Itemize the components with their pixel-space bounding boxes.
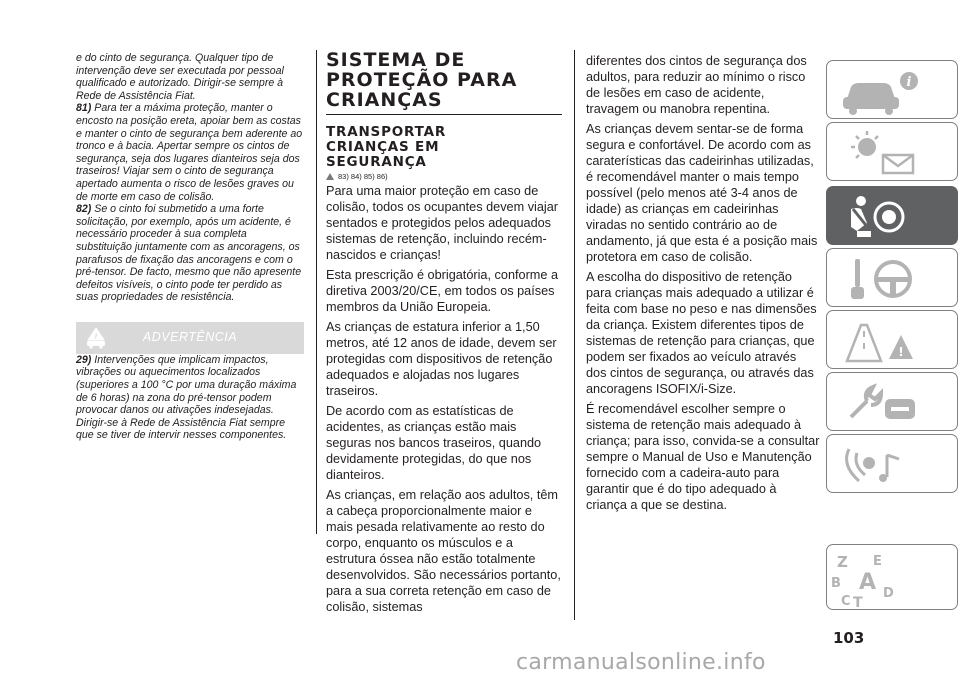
chapter-tab-warning-lights[interactable] (826, 122, 958, 181)
car-info-icon (827, 61, 959, 120)
warning-banner (76, 322, 304, 354)
index-letter: Z (837, 553, 848, 571)
chapter-tab-maintenance[interactable] (826, 372, 958, 431)
note-29-text: Intervenções que implicam impactos, vibrações ou aquecimentos localizados (superiores a 100 °C por uma duração máxima de 6 horas) na zona do pré-tensor podem provocar danos ou ativações indesejadas. Dirigir-se à Rede de Assistência Fiat sempre que se tiver de intervir nesses componentes. (76, 353, 297, 442)
multimedia-icon (827, 435, 959, 494)
svg-text:i: i (906, 75, 912, 90)
warning-triangle-icon (326, 173, 334, 180)
body-paragraph: As crianças devem sentar-se de forma segura e confortável. De acordo com as caraterísticas das cadeirinhas utilizadas, é recomendável manter o mais tempo possível (pelo menos até 3-4 anos de idade) as crianças em cadeirinhas viradas no sentido contrário ao de andamento, já que esta é a posição mais protetora em caso de colisão. (586, 122, 818, 264)
watermark: carmanualsonline.info (516, 650, 766, 675)
body-paragraph: A escolha do dispositivo de retenção para crianças mais adequado a utilizar é feita com base no peso e nas dimensões da criança. Existem diferentes tipos de sistemas de retenção para crianças, que podem ser fixados ao veículo através dos cintos de segurança, ou através das ancoragens ISOFIX/i-Size. (586, 270, 817, 396)
middle-column (326, 50, 562, 615)
note-29-ref: 29) (76, 353, 92, 366)
note-82-ref: 82) (76, 203, 92, 216)
seat-safety-icon (827, 187, 959, 246)
subsection-title-line: TRANSPORTAR (326, 124, 447, 140)
note-82 (76, 203, 304, 304)
subsection-title (326, 125, 562, 170)
index-letter: C (841, 594, 851, 609)
column-divider (574, 50, 575, 620)
body-paragraph: Para uma maior proteção em caso de colisão, todos os ocupantes devem viajar sentados e protegidos pelos adequados sistemas de retenção, incluindo recém-nascidos e crianças! (326, 184, 559, 262)
index-letters-icon (827, 545, 959, 611)
section-title (326, 50, 562, 110)
column-divider (316, 50, 317, 534)
index-letter: D (883, 586, 894, 601)
index-letter: A (859, 570, 877, 595)
body-paragraph: As crianças, em relação aos adultos, têm a cabeça proporcionalmente maior e mais pesada relativamente ao resto do corpo, enquanto os músculos e a estrutura óssea não estão totalmente desenvolvidos. São necessários portanto, para a sua correta retenção em caso de colisão, sistemas (326, 488, 561, 614)
chapter-tab-index[interactable] (826, 544, 958, 610)
warning-refs (326, 172, 562, 183)
body-paragraph: Esta prescrição é obrigatória, conforme a diretiva 2003/20/CE, em todos os países membros da União Europeia. (326, 268, 559, 314)
right-column (586, 53, 820, 513)
body-paragraph: diferentes dos cintos de segurança dos adultos, para reduzir ao mínimo o risco de lesões em caso de acidente, travagem ou manobra repentina. (586, 54, 807, 116)
road-warning-icon (827, 311, 959, 370)
chapter-tab-safety[interactable] (826, 186, 958, 245)
chapter-tab-multimedia[interactable] (826, 434, 958, 493)
body-paragraph: É recomendável escolher sempre o sistema de retenção mais adequado à criança; para isso, convida-se a consultar sempre o Manual de Uso e Manutenção fornecido com a cadeira-auto para garantir que é do tipo adequado à criança a que se destina. (586, 402, 820, 512)
page-number: 103 (833, 629, 865, 647)
svg-text:!: ! (94, 332, 98, 341)
section-title-line: PROTEÇÃO PARA (326, 69, 518, 91)
svg-text:!: ! (898, 345, 904, 359)
warning-title: ADVERTÊNCIA (142, 329, 238, 344)
left-column (76, 52, 304, 442)
body-paragraph: De acordo com as estatísticas de acidentes, as crianças estão mais seguras nos bancos traseiros, quando devidamente protegidas, do que nos dianteiros. (326, 404, 542, 482)
intro-paragraph: e do cinto de segurança. Qualquer tipo de intervenção deve ser executada por pessoal qualificado e autorizado. Dirigir-se sempre à Rede de Assistência Fiat. (76, 52, 284, 102)
index-letter: T (853, 595, 863, 611)
warning-refs-text: 83) 84) 85) 86) (338, 172, 388, 181)
note-81 (76, 102, 304, 203)
note-81-text: Para ter a máxima proteção, manter o encosto na posição ereta, apoiar bem as costas e manter o cinto de segurança bem aderente ao tronco e à bacia. Apertar sempre os cintos de segurança, seja dos lugares dianteiros seja dos traseiros! Viajar sem o cinto de segurança apertado aumenta o risco de lesões graves ou de morte em caso de colisão. (76, 102, 303, 203)
warning-lights-icon (827, 123, 959, 182)
chapter-tab-car-info[interactable] (826, 60, 958, 119)
subsection-title-line: SEGURANÇA (326, 154, 427, 170)
chapter-tab-emergency[interactable] (826, 310, 958, 369)
title-underline (326, 114, 562, 115)
index-letter: B (831, 576, 841, 591)
key-steering-icon (827, 249, 959, 308)
index-letter: E (873, 554, 882, 569)
note-29 (76, 354, 304, 442)
chapter-tab-starting[interactable] (826, 248, 958, 307)
service-tools-icon (827, 373, 959, 432)
subsection-title-line: CRIANÇAS EM (326, 139, 440, 155)
section-title-line: SISTEMA DE (326, 49, 466, 71)
note-82-text: Se o cinto foi submetido a uma forte solicitação, por exemplo, após um acidente, é necessário proceder à sua completa substituição juntamente com as ancoragens, os parafusos de fixação das ancoragens e com o pré-tensor. De facto, mesmo que não apresente defeitos visíveis, o cinto pode ter perdido as suas propriedades de resistência. (76, 203, 302, 304)
note-81-ref: 81) (76, 102, 92, 115)
section-title-line: CRIANÇAS (326, 89, 443, 111)
body-paragraph: As crianças de estatura inferior a 1,50 metros, até 12 anos de idade, devem ser protegidas com dispositivos de retenção adequados e alojadas nos lugares traseiros. (326, 320, 557, 398)
